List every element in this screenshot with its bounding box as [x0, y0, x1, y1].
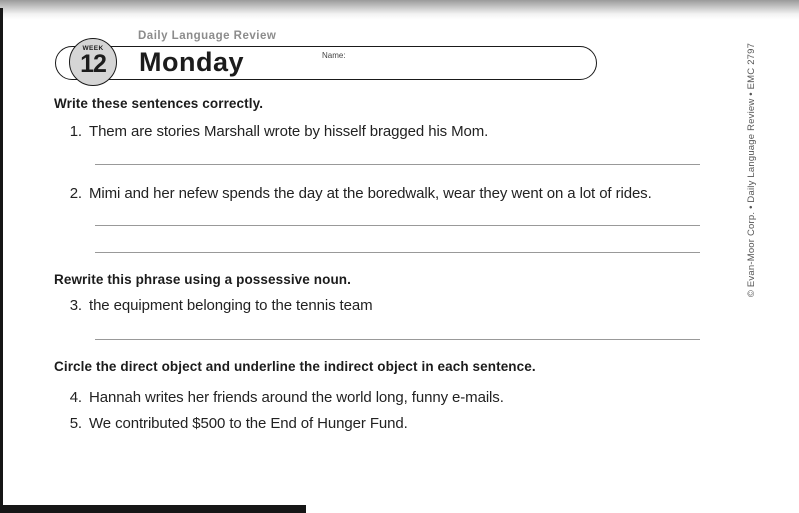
week-badge: [69, 38, 117, 86]
week-number: 12: [80, 50, 106, 78]
item-number: 3.: [69, 297, 82, 314]
exercise-item: [66, 123, 488, 141]
exercise-item: [66, 297, 373, 315]
section-instruction: Circle the direct object and underline the indirect object in each sentence.: [54, 359, 536, 374]
scan-edge-left: [0, 8, 3, 507]
section-instruction: Rewrite this phrase using a possessive noun.: [54, 272, 351, 287]
copyright-sidebar: © Evan-Moor Corp. • Daily Language Review • EMC 2797: [746, 42, 757, 298]
item-text: Mimi and her nefew spends the day at the boredwalk, wear they went on a lot of rides.: [89, 185, 652, 202]
exercise-item: [66, 185, 652, 203]
series-title: Daily Language Review: [138, 30, 277, 42]
exercise-item: [66, 415, 408, 433]
item-number: 4.: [69, 389, 82, 406]
item-number: 2.: [69, 185, 82, 202]
item-text: the equipment belonging to the tennis team: [89, 297, 373, 314]
item-text: Them are stories Marshall wrote by hisself bragged his Mom.: [89, 123, 489, 140]
answer-line: [95, 252, 700, 253]
scan-edge-bottom: [0, 505, 306, 513]
item-text: We contributed $500 to the End of Hunger Fund.: [89, 415, 408, 432]
section-instruction: Write these sentences correctly.: [54, 96, 264, 111]
day-title: Monday: [139, 47, 245, 77]
name-field-label: Name:: [322, 51, 346, 60]
scan-edge-top: [0, 0, 799, 20]
item-number: 1.: [69, 123, 82, 140]
item-number: 5.: [69, 415, 82, 432]
exercise-item: [66, 389, 504, 407]
answer-line: [95, 225, 700, 226]
answer-line: [95, 339, 700, 340]
item-text: Hannah writes her friends around the world long, funny e-mails.: [89, 389, 504, 406]
week-label: WEEK: [82, 45, 104, 52]
answer-line: [95, 164, 700, 165]
